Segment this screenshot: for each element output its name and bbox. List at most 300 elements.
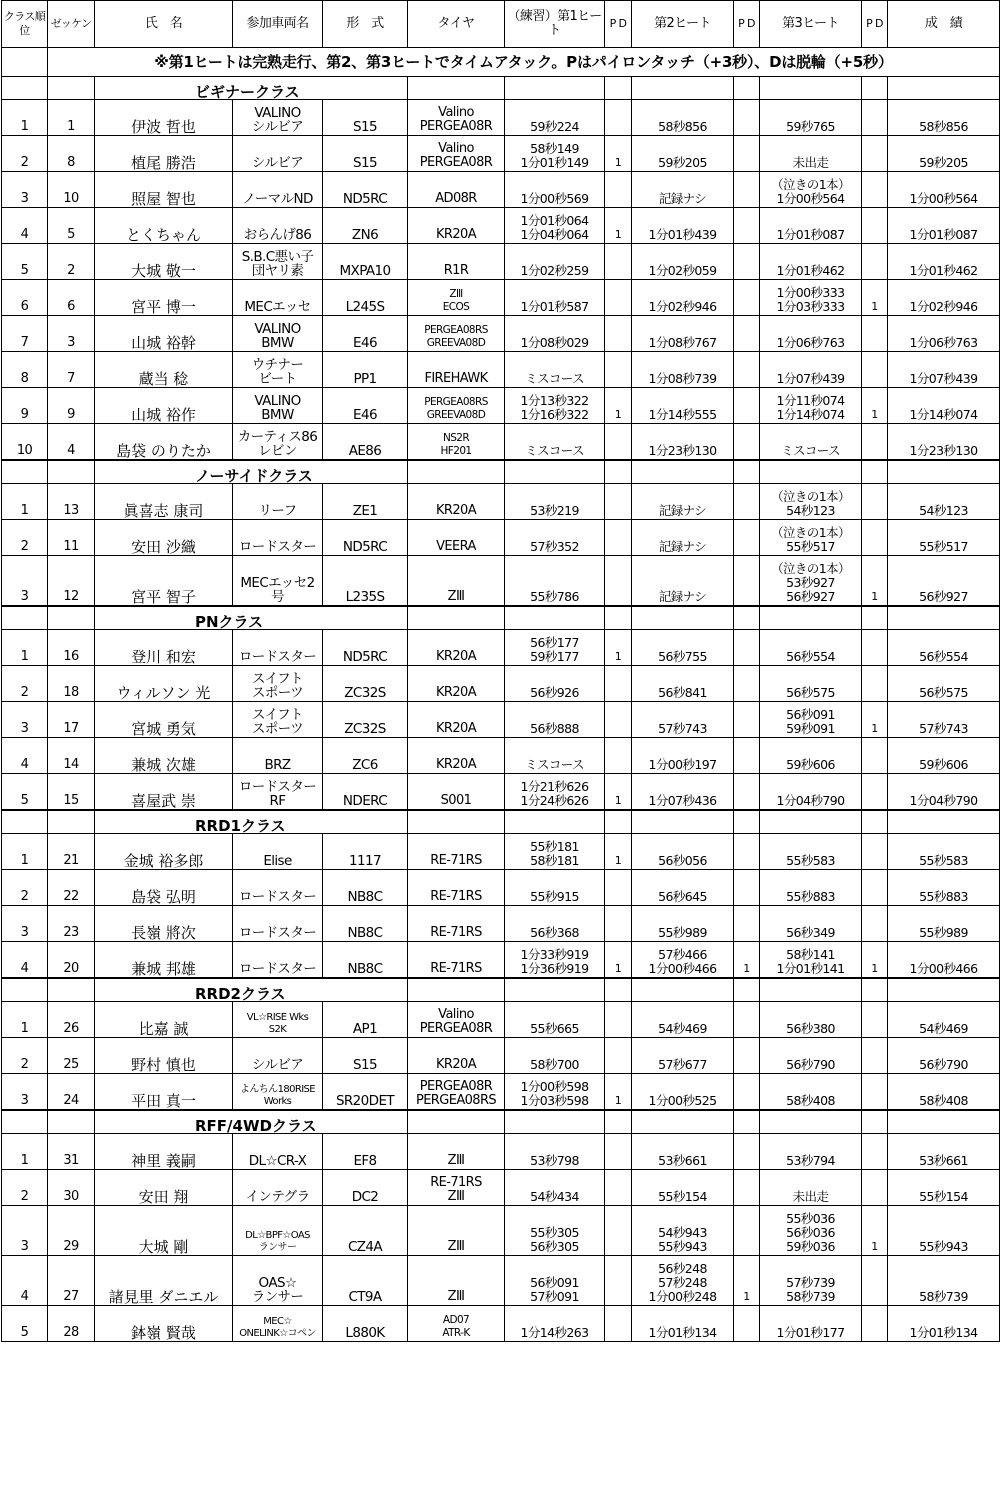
class-header-blank	[632, 979, 734, 1002]
class-name: RRD2クラス	[95, 979, 408, 1002]
header-heat3: 第3ヒート	[760, 1, 862, 48]
final-result: 1分02秒946	[888, 280, 1000, 316]
heat3-penalty	[862, 316, 888, 352]
final-result: 1分04秒790	[888, 774, 1000, 810]
result-row	[2, 244, 1000, 280]
driver-name: 長嶺 將次	[95, 906, 233, 942]
heat3-penalty: 1	[862, 942, 888, 978]
final-result: 1分01秒462	[888, 244, 1000, 280]
note-blank	[2, 48, 48, 77]
heat2-time: 55秒989	[632, 906, 734, 942]
heat1-penalty	[605, 172, 632, 208]
class-header-blank	[505, 77, 605, 100]
header-result: 成 績	[888, 1, 1000, 48]
heat3-penalty	[862, 520, 888, 556]
heat2-time: 54秒469	[632, 1002, 734, 1038]
heat1-penalty	[605, 1002, 632, 1038]
heat1-penalty: 1	[605, 208, 632, 244]
car-name: ロードスター	[233, 520, 323, 556]
class-rank: 2	[2, 666, 48, 702]
car-name: MEC☆ ONELINK☆コペン	[233, 1306, 323, 1342]
heat3-penalty	[862, 484, 888, 520]
car-model: CT9A	[323, 1256, 408, 1306]
class-header-blank	[505, 811, 605, 834]
class-header-blank	[408, 1111, 505, 1134]
driver-name: 平田 真一	[95, 1074, 233, 1110]
class-rank: 1	[2, 100, 48, 136]
class-header-blank	[888, 811, 1000, 834]
car-model: ZN6	[323, 208, 408, 244]
class-header-blank	[2, 77, 48, 100]
heat2-time: 54秒943 55秒943	[632, 1206, 734, 1256]
driver-name: 島袋 のりたか	[95, 424, 233, 460]
heat1-penalty	[605, 1306, 632, 1342]
heat1-time: 58秒700	[505, 1038, 605, 1074]
heat1-time: 56秒888	[505, 702, 605, 738]
heat2-penalty: 1	[734, 942, 760, 978]
heat1-time: 1分33秒919 1分36秒919	[505, 942, 605, 978]
entry-number: 26	[48, 1002, 95, 1038]
heat3-time: 1分11秒074 1分14秒074	[760, 388, 862, 424]
class-header-blank	[505, 607, 605, 630]
entry-number: 17	[48, 702, 95, 738]
heat3-penalty	[862, 244, 888, 280]
heat3-penalty: 1	[862, 280, 888, 316]
tire-name: RE-71RS	[408, 942, 505, 978]
heat3-time: 1分01秒087	[760, 208, 862, 244]
class-rank: 3	[2, 556, 48, 606]
heat2-penalty	[734, 702, 760, 738]
class-header-blank	[632, 77, 734, 100]
header-number: ゼッケン	[48, 1, 95, 48]
result-row	[2, 1206, 1000, 1256]
final-result: 1分00秒466	[888, 942, 1000, 978]
heat3-time: （泣きの1本） 1分00秒564	[760, 172, 862, 208]
car-model: AP1	[323, 1002, 408, 1038]
heat2-time: 1分00秒525	[632, 1074, 734, 1110]
car-name: シルビア	[233, 136, 323, 172]
heat3-penalty: 1	[862, 388, 888, 424]
heat3-time: 55秒583	[760, 834, 862, 870]
driver-name: 植尾 勝浩	[95, 136, 233, 172]
class-rank: 2	[2, 1170, 48, 1206]
class-header-blank	[888, 77, 1000, 100]
heat1-time: 55秒665	[505, 1002, 605, 1038]
class-rank: 1	[2, 630, 48, 666]
heat1-penalty: 1	[605, 1074, 632, 1110]
heat3-time: 56秒349	[760, 906, 862, 942]
result-row	[2, 136, 1000, 172]
heat3-time: 58秒141 1分01秒141	[760, 942, 862, 978]
tire-name: ZⅢ	[408, 556, 505, 606]
heat2-penalty	[734, 244, 760, 280]
class-header-blank	[760, 77, 862, 100]
heat3-penalty: 1	[862, 702, 888, 738]
class-rank: 3	[2, 172, 48, 208]
final-result: 1分14秒074	[888, 388, 1000, 424]
car-name: スイフト スポーツ	[233, 666, 323, 702]
result-row	[2, 774, 1000, 810]
car-model: SR20DET	[323, 1074, 408, 1110]
class-header-blank	[2, 461, 48, 484]
final-result: 55秒583	[888, 834, 1000, 870]
class-header-blank	[760, 607, 862, 630]
result-row	[2, 834, 1000, 870]
entry-number: 4	[48, 424, 95, 460]
heat1-time: 56秒926	[505, 666, 605, 702]
final-result: 58秒856	[888, 100, 1000, 136]
heat3-penalty	[862, 834, 888, 870]
result-row	[2, 870, 1000, 906]
class-header-blank	[862, 607, 888, 630]
heat2-penalty	[734, 834, 760, 870]
entry-number: 22	[48, 870, 95, 906]
tire-name: KR20A	[408, 208, 505, 244]
tire-name: AD07 ATR-K	[408, 1306, 505, 1342]
header-tire: タイヤ	[408, 1, 505, 48]
result-row	[2, 556, 1000, 606]
tire-name: ZⅢ	[408, 1256, 505, 1306]
heat2-time: 56秒056	[632, 834, 734, 870]
class-header-blank	[505, 979, 605, 1002]
heat2-time: 記録ナシ	[632, 556, 734, 606]
car-name: ノーマルND	[233, 172, 323, 208]
heat2-time: 55秒154	[632, 1170, 734, 1206]
heat1-time: 56秒091 57秒091	[505, 1256, 605, 1306]
tire-name: KR20A	[408, 484, 505, 520]
tire-name: Valino PERGEA08R	[408, 136, 505, 172]
class-header-blank	[760, 1111, 862, 1134]
heat2-time: 1分08秒739	[632, 352, 734, 388]
heat3-penalty	[862, 1038, 888, 1074]
car-model: E46	[323, 316, 408, 352]
car-model: 1117	[323, 834, 408, 870]
heat2-penalty	[734, 520, 760, 556]
heat1-penalty	[605, 702, 632, 738]
heat2-time: 1分01秒439	[632, 208, 734, 244]
heat2-time: 1分07秒436	[632, 774, 734, 810]
class-header-blank	[734, 979, 760, 1002]
class-header-blank	[632, 1111, 734, 1134]
tire-name: PERGEA08R PERGEA08RS	[408, 1074, 505, 1110]
class-header-blank	[408, 607, 505, 630]
results-body	[2, 77, 1000, 1342]
heat1-penalty	[605, 666, 632, 702]
class-header-blank	[408, 461, 505, 484]
tire-name: R1R	[408, 244, 505, 280]
heat1-time: ミスコース	[505, 352, 605, 388]
car-name: ウチナー ビート	[233, 352, 323, 388]
result-row	[2, 388, 1000, 424]
final-result: 56秒575	[888, 666, 1000, 702]
heat3-time: 1分01秒462	[760, 244, 862, 280]
class-header-blank	[48, 461, 95, 484]
heat2-penalty	[734, 316, 760, 352]
result-row	[2, 316, 1000, 352]
heat1-time: ミスコース	[505, 738, 605, 774]
heat3-time: （泣きの1本） 53秒927 56秒927	[760, 556, 862, 606]
heat2-penalty	[734, 1206, 760, 1256]
car-name: ロードスター RF	[233, 774, 323, 810]
heat2-time: 58秒856	[632, 100, 734, 136]
heat1-penalty: 1	[605, 136, 632, 172]
heat2-time: 記録ナシ	[632, 520, 734, 556]
class-header-blank	[734, 1111, 760, 1134]
heat3-penalty	[862, 1256, 888, 1306]
car-model: NDERC	[323, 774, 408, 810]
heat1-penalty	[605, 738, 632, 774]
heat3-time: 1分00秒333 1分03秒333	[760, 280, 862, 316]
result-row	[2, 208, 1000, 244]
class-header-blank	[2, 811, 48, 834]
driver-name: 眞喜志 康司	[95, 484, 233, 520]
class-header-row	[2, 77, 1000, 100]
car-model: S15	[323, 100, 408, 136]
heat3-penalty	[862, 738, 888, 774]
heat1-time: 1分21秒626 1分24秒626	[505, 774, 605, 810]
class-header-blank	[760, 461, 862, 484]
class-header-blank	[48, 811, 95, 834]
entry-number: 12	[48, 556, 95, 606]
car-model: MXPA10	[323, 244, 408, 280]
class-rank: 9	[2, 388, 48, 424]
class-rank: 3	[2, 702, 48, 738]
heat2-penalty	[734, 1074, 760, 1110]
heat3-penalty	[862, 172, 888, 208]
driver-name: とくちゃん	[95, 208, 233, 244]
heat3-penalty	[862, 136, 888, 172]
heat2-time: 57秒743	[632, 702, 734, 738]
class-rank: 2	[2, 1038, 48, 1074]
heat3-penalty	[862, 100, 888, 136]
class-name: RFF/4WDクラス	[95, 1111, 408, 1134]
class-header-blank	[862, 1111, 888, 1134]
heat1-time: 1分01秒587	[505, 280, 605, 316]
result-row	[2, 280, 1000, 316]
class-header-row	[2, 811, 1000, 834]
heat2-penalty	[734, 1134, 760, 1170]
class-rank: 5	[2, 1306, 48, 1342]
entry-number: 27	[48, 1256, 95, 1306]
class-rank: 3	[2, 1074, 48, 1110]
car-model: ND5RC	[323, 630, 408, 666]
heat2-time: 1分02秒946	[632, 280, 734, 316]
result-row	[2, 1256, 1000, 1306]
driver-name: 蔵当 稔	[95, 352, 233, 388]
class-rank: 1	[2, 1134, 48, 1170]
rules-note: ※第1ヒートは完熟走行、第2、第3ヒートでタイムアタック。Pはパイロンタッチ（+3秒）、Dは脱輪（+5秒）	[48, 48, 1000, 77]
car-model: ZC32S	[323, 666, 408, 702]
class-header-blank	[862, 77, 888, 100]
header-pd1: P D	[605, 1, 632, 48]
heat2-penalty	[734, 738, 760, 774]
result-row	[2, 1038, 1000, 1074]
class-header-blank	[2, 607, 48, 630]
heat3-time: 1分07秒439	[760, 352, 862, 388]
car-model: S15	[323, 136, 408, 172]
class-rank: 5	[2, 244, 48, 280]
car-model: EF8	[323, 1134, 408, 1170]
class-rank: 5	[2, 774, 48, 810]
driver-name: 諸見里 ダニエル	[95, 1256, 233, 1306]
final-result: 58秒739	[888, 1256, 1000, 1306]
car-name: OAS☆ ランサー	[233, 1256, 323, 1306]
car-model: NB8C	[323, 870, 408, 906]
heat3-penalty	[862, 1002, 888, 1038]
heat1-penalty	[605, 556, 632, 606]
class-rank: 1	[2, 1002, 48, 1038]
heat3-time: 1分01秒177	[760, 1306, 862, 1342]
class-header-blank	[888, 1111, 1000, 1134]
car-model: L880K	[323, 1306, 408, 1342]
heat2-penalty	[734, 774, 760, 810]
car-name: おらんげ86	[233, 208, 323, 244]
entry-number: 3	[48, 316, 95, 352]
driver-name: 宮平 博一	[95, 280, 233, 316]
result-row	[2, 424, 1000, 460]
heat2-penalty	[734, 100, 760, 136]
entry-number: 21	[48, 834, 95, 870]
driver-name: 大城 剛	[95, 1206, 233, 1256]
final-result: 55秒883	[888, 870, 1000, 906]
driver-name: 宮平 智子	[95, 556, 233, 606]
tire-name: ZⅢ ECOS	[408, 280, 505, 316]
heat2-time: 1分00秒197	[632, 738, 734, 774]
car-model: ZC32S	[323, 702, 408, 738]
car-model: DC2	[323, 1170, 408, 1206]
entry-number: 15	[48, 774, 95, 810]
class-header-blank	[2, 979, 48, 1002]
heat1-time: 53秒219	[505, 484, 605, 520]
heat1-penalty	[605, 424, 632, 460]
car-name: よんちん180RISE Works	[233, 1074, 323, 1110]
heat3-time: 53秒794	[760, 1134, 862, 1170]
heat1-penalty: 1	[605, 630, 632, 666]
class-header-blank	[888, 607, 1000, 630]
final-result: 59秒205	[888, 136, 1000, 172]
car-name: MECエッセ2 号	[233, 556, 323, 606]
class-header-blank	[408, 811, 505, 834]
heat1-penalty	[605, 1170, 632, 1206]
class-header-blank	[862, 461, 888, 484]
result-row	[2, 172, 1000, 208]
class-header-blank	[632, 607, 734, 630]
final-result: 55秒943	[888, 1206, 1000, 1256]
heat2-time: 53秒661	[632, 1134, 734, 1170]
class-header-blank	[605, 1111, 632, 1134]
tire-name: RE-71RS	[408, 870, 505, 906]
entry-number: 28	[48, 1306, 95, 1342]
heat2-penalty	[734, 1306, 760, 1342]
class-header-blank	[632, 461, 734, 484]
class-rank: 2	[2, 520, 48, 556]
heat3-penalty	[862, 208, 888, 244]
entry-number: 5	[48, 208, 95, 244]
result-row	[2, 906, 1000, 942]
heat1-time: 1分08秒029	[505, 316, 605, 352]
class-header-blank	[888, 979, 1000, 1002]
car-name: ロードスター	[233, 942, 323, 978]
class-header-row	[2, 979, 1000, 1002]
tire-name: Valino PERGEA08R	[408, 100, 505, 136]
header-model: 形 式	[323, 1, 408, 48]
heat3-penalty	[862, 1170, 888, 1206]
car-model: L245S	[323, 280, 408, 316]
heat1-time: 55秒786	[505, 556, 605, 606]
heat3-penalty	[862, 630, 888, 666]
final-result: 56秒790	[888, 1038, 1000, 1074]
heat3-time: ミスコース	[760, 424, 862, 460]
heat2-penalty	[734, 556, 760, 606]
heat1-time: 56秒177 59秒177	[505, 630, 605, 666]
heat3-penalty: 1	[862, 1206, 888, 1256]
heat2-penalty: 1	[734, 1256, 760, 1306]
class-rank: 1	[2, 834, 48, 870]
class-header-blank	[505, 461, 605, 484]
tire-name: KR20A	[408, 738, 505, 774]
car-model: S15	[323, 1038, 408, 1074]
class-header-blank	[734, 461, 760, 484]
entry-number: 18	[48, 666, 95, 702]
driver-name: 喜屋武 崇	[95, 774, 233, 810]
heat1-penalty	[605, 1256, 632, 1306]
tire-name: VEERA	[408, 520, 505, 556]
heat1-time: 59秒224	[505, 100, 605, 136]
class-rank: 1	[2, 484, 48, 520]
car-name: VALINO シルビア	[233, 100, 323, 136]
heat1-penalty	[605, 906, 632, 942]
class-rank: 4	[2, 738, 48, 774]
heat2-penalty	[734, 906, 760, 942]
heat1-time: 55秒305 56秒305	[505, 1206, 605, 1256]
class-rank: 8	[2, 352, 48, 388]
heat2-penalty	[734, 424, 760, 460]
heat2-penalty	[734, 630, 760, 666]
car-name: Elise	[233, 834, 323, 870]
class-header-blank	[48, 77, 95, 100]
tire-name: RE-71RS	[408, 906, 505, 942]
car-model: CZ4A	[323, 1206, 408, 1256]
class-header-blank	[760, 811, 862, 834]
heat3-time: 56秒380	[760, 1002, 862, 1038]
heat2-time: 1分23秒130	[632, 424, 734, 460]
driver-name: 野村 慎也	[95, 1038, 233, 1074]
heat2-time: 59秒205	[632, 136, 734, 172]
car-name: カーティス86 レビン	[233, 424, 323, 460]
class-rank: 4	[2, 208, 48, 244]
entry-number: 29	[48, 1206, 95, 1256]
class-header-blank	[734, 77, 760, 100]
entry-number: 7	[48, 352, 95, 388]
driver-name: 宮城 勇気	[95, 702, 233, 738]
entry-number: 10	[48, 172, 95, 208]
final-result: 1分23秒130	[888, 424, 1000, 460]
heat2-time: 56秒841	[632, 666, 734, 702]
final-result: 54秒469	[888, 1002, 1000, 1038]
car-name: シルビア	[233, 1038, 323, 1074]
class-header-blank	[605, 979, 632, 1002]
result-row	[2, 1002, 1000, 1038]
car-model: NB8C	[323, 906, 408, 942]
heat2-penalty	[734, 172, 760, 208]
car-name: DL☆CR-X	[233, 1134, 323, 1170]
entry-number: 1	[48, 100, 95, 136]
driver-name: 金城 裕多郎	[95, 834, 233, 870]
heat3-penalty: 1	[862, 556, 888, 606]
heat1-penalty	[605, 484, 632, 520]
heat2-penalty	[734, 136, 760, 172]
result-row	[2, 1134, 1000, 1170]
